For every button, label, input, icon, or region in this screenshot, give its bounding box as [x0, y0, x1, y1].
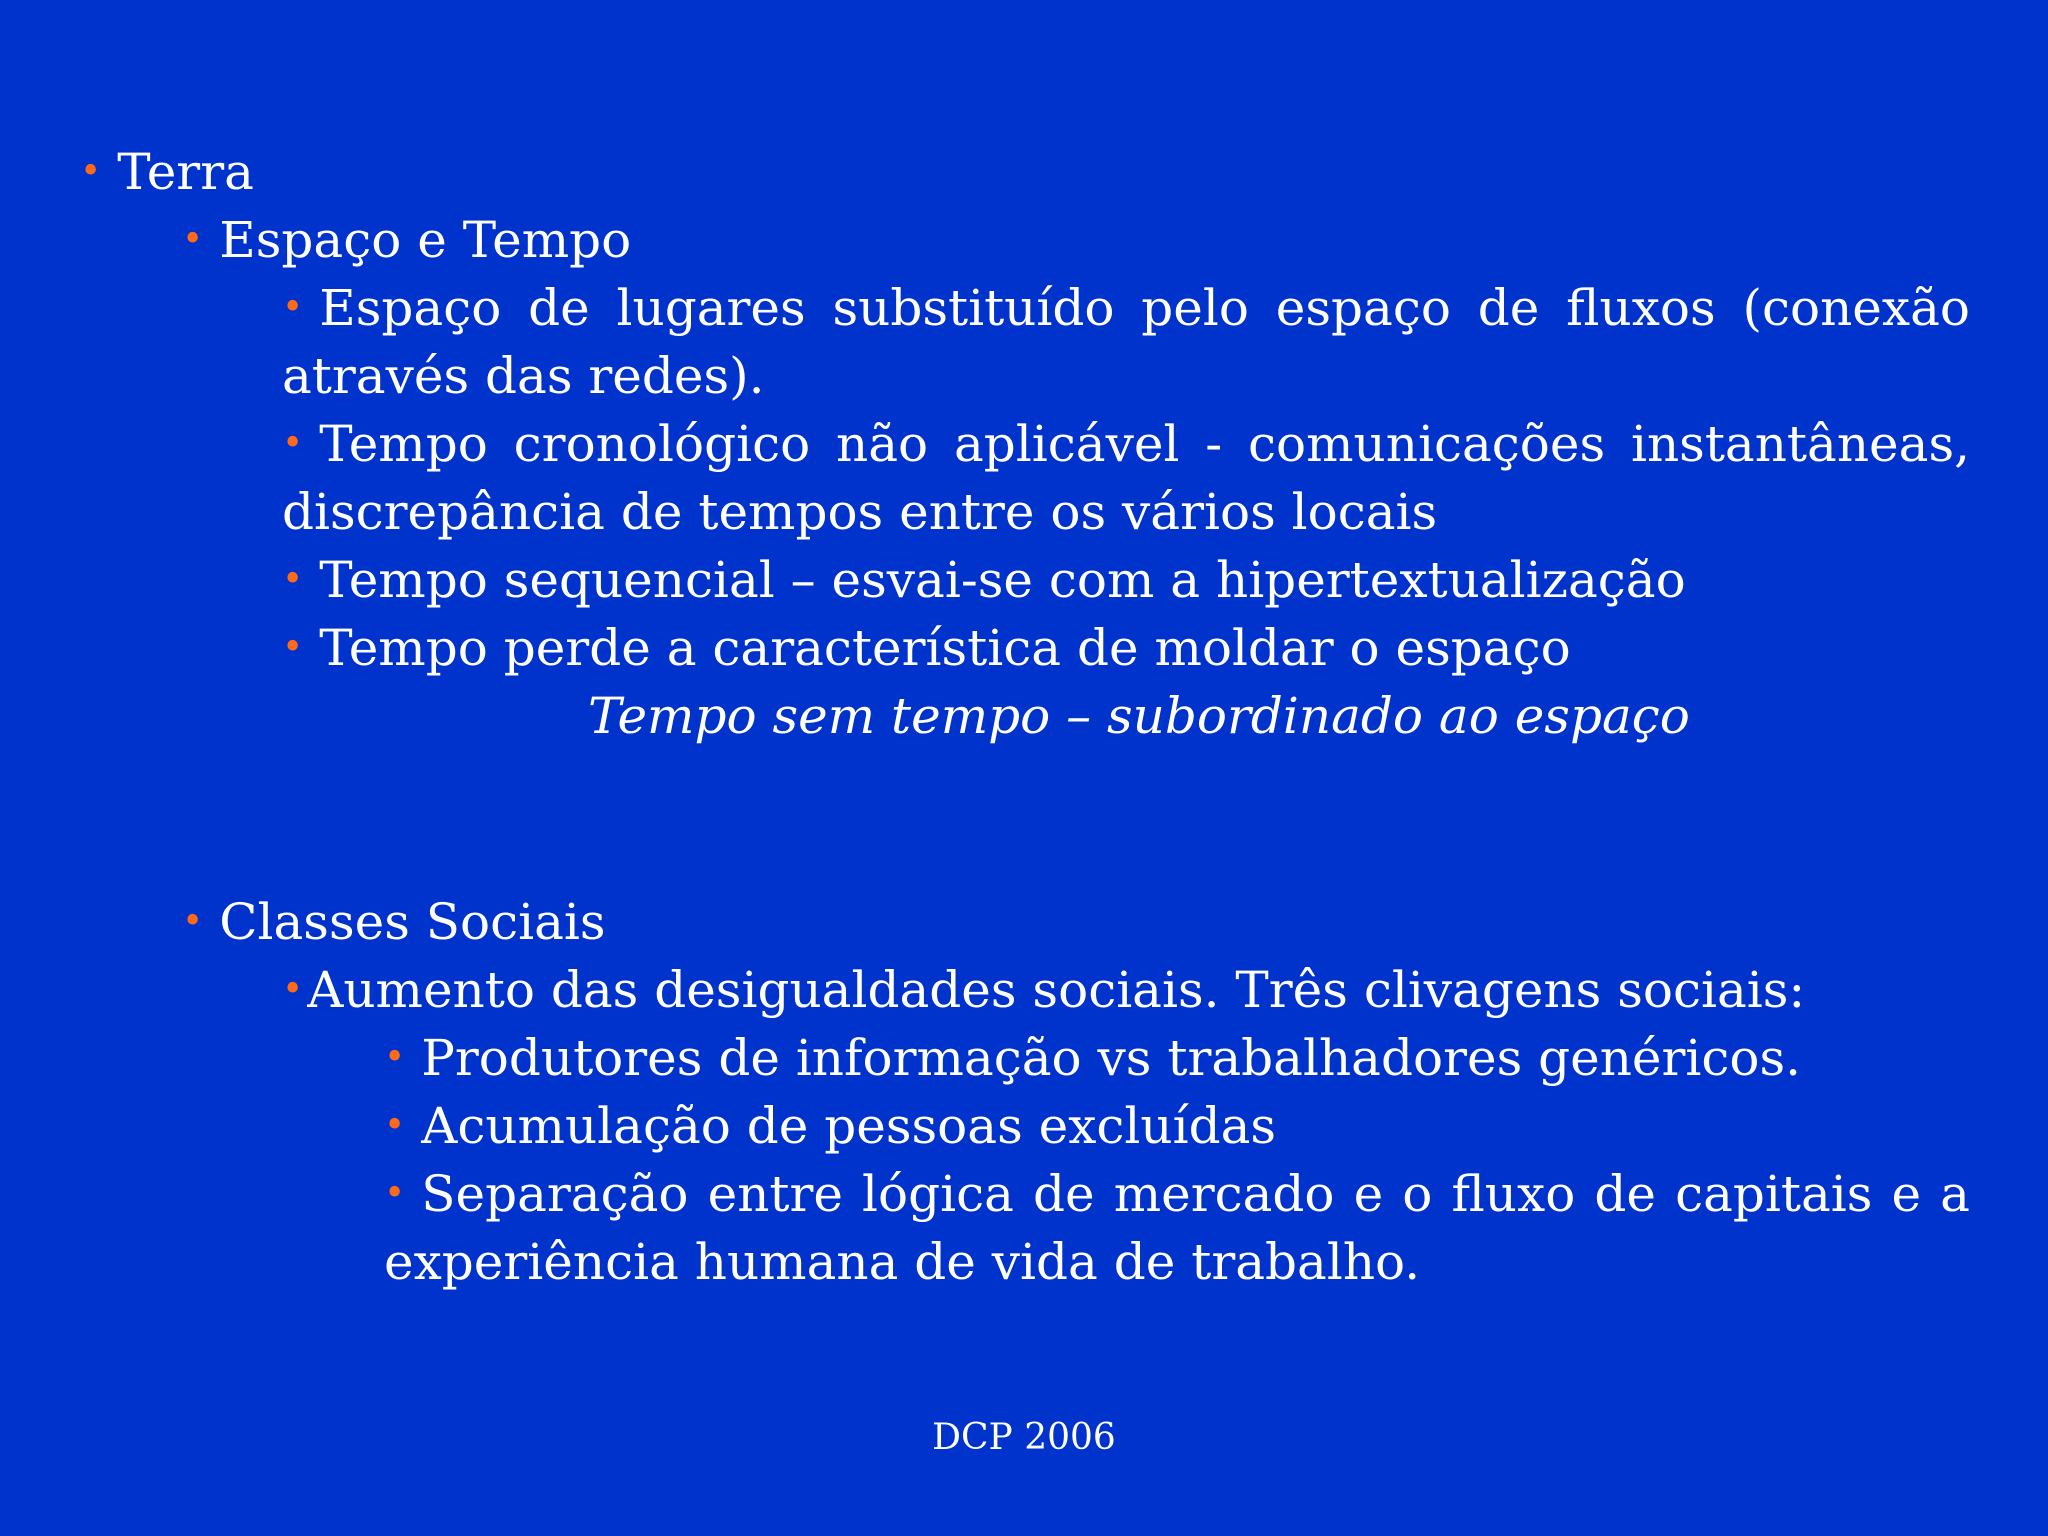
bullet-dot: • [282, 287, 304, 328]
bullet-dot: • [384, 1173, 406, 1214]
classes-item-3 [384, 1160, 1970, 1296]
classes-intro-text: Aumento das desigualdades sociais. Três clivagens sociais: [307, 961, 1806, 1019]
espaco-item-2-text: Tempo cronológico não aplicável - comunicações instantâneas, discrepância de tempos entre os vários locais [282, 415, 1970, 541]
espaco-tempo-label: Espaço e Tempo [219, 211, 632, 269]
classes-item-2-text: Acumulação de pessoas excluídas [421, 1097, 1277, 1155]
espaco-note: Tempo sem tempo – subordinado ao espaço [588, 687, 1690, 745]
classes-item-1 [384, 1024, 1801, 1092]
bullet-classes-sociais [182, 888, 606, 956]
bullet-dot: • [384, 1105, 406, 1146]
espaco-item-1-text: Espaço de lugares substituído pelo espaço de fluxos (conexão através das redes). [282, 279, 1970, 405]
bullet-dot: • [80, 151, 102, 192]
bullet-dot: • [182, 901, 204, 942]
classes-item-2 [384, 1092, 1276, 1160]
bullet-dot: • [282, 627, 304, 668]
bullet-dot: • [384, 1037, 406, 1078]
espaco-item-1 [282, 274, 1970, 410]
bullet-dot: • [282, 423, 304, 464]
classes-item-1-text: Produtores de informação vs trabalhadores genéricos. [421, 1029, 1802, 1087]
bullet-dot: • [282, 559, 304, 600]
classes-intro [282, 956, 1805, 1024]
espaco-item-4-text: Tempo perde a característica de moldar o espaço [319, 619, 1571, 677]
bullet-dot: • [182, 219, 204, 260]
bullet-espaco-tempo [182, 206, 631, 274]
footer: DCP 2006 [932, 1417, 1116, 1458]
classes-label: Classes Sociais [219, 893, 606, 951]
espaco-item-4 [282, 614, 1571, 682]
espaco-item-2 [282, 410, 1970, 546]
espaco-item-3-text: Tempo sequencial – esvai-se com a hipertextualização [319, 551, 1686, 609]
espaco-item-3 [282, 546, 1686, 614]
classes-item-3-text: Separação entre lógica de mercado e o fluxo de capitais e a experiência humana de vida de trabalho. [384, 1165, 1970, 1291]
terra-label: Terra [117, 143, 254, 201]
bullet-terra [80, 138, 254, 206]
bullet-dot: • [282, 969, 304, 1010]
